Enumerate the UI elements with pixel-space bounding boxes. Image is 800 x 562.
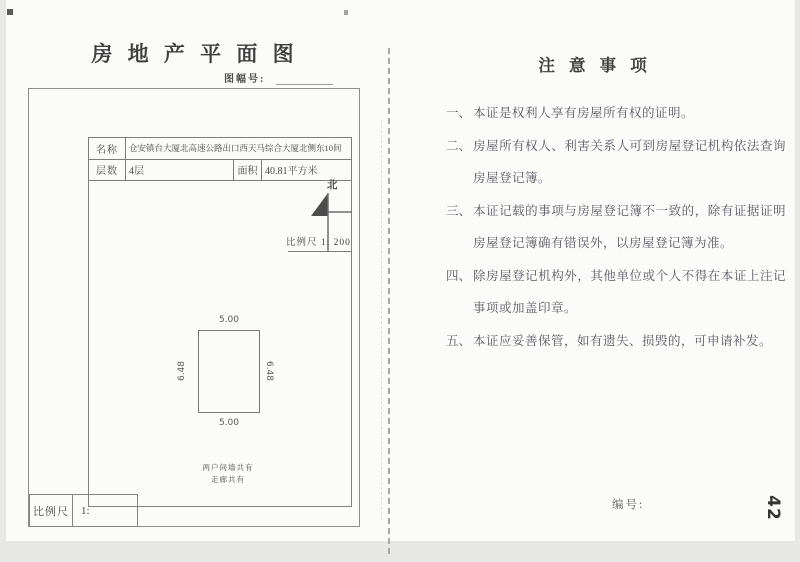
property-info-table [88, 137, 352, 181]
note-text: 本证是权利人享有房屋所有权的证明。 [473, 106, 695, 120]
table-row-name [89, 138, 351, 160]
name-value: 仓安镇台大厦北高速公路出口西天马综合大厦北侧东10间 [129, 143, 342, 154]
room-outline [198, 330, 260, 413]
note-item-1 [446, 97, 786, 130]
note-number: 一、 [446, 106, 472, 120]
plan-title: 房 地 产 平 面 图 [91, 42, 299, 66]
note-item-2 [446, 130, 786, 195]
note-item-4 [446, 260, 786, 325]
dimension-bottom: 5.00 [218, 418, 240, 428]
map-sheet-number-label: 图幅号: [224, 74, 266, 85]
floors-label: 层数 [89, 160, 126, 181]
note-number: 五、 [446, 333, 472, 348]
page-edge-artifact [381, 120, 382, 520]
drawing-scale-text: 比例尺 1: 200 [286, 238, 351, 248]
drawing-scale-underline [288, 251, 352, 252]
area-label: 面积 [234, 160, 262, 181]
scale-box-value: 1: [81, 504, 90, 517]
note-item-3 [446, 195, 786, 260]
binding-perforation [388, 48, 390, 554]
note-number: 三、 [446, 203, 472, 218]
note-text: 本证记载的事项与房屋登记簿不一致的，除有证据证明房屋登记簿确有错误外，以房屋登记簿为准。 [473, 203, 786, 250]
notes-heading: 注 意 事 项 [538, 56, 652, 75]
note-text: 本证应妥善保管，如有遗失、损毁的，可申请补发。 [473, 333, 773, 348]
scan-registration-mark [7, 9, 13, 15]
dimension-right: 6.48 [264, 360, 274, 382]
serial-number-label: 编号: [612, 499, 645, 511]
page-number: 42 [763, 495, 783, 521]
table-row-floors-area [89, 160, 351, 181]
scale-box [29, 494, 138, 527]
scan-registration-mark [344, 10, 348, 15]
note-item-5 [446, 325, 786, 358]
scale-box-label: 比例尺 [30, 495, 73, 526]
shared-wall-note-line1: 两户间墙共有 [202, 463, 254, 472]
note-text: 除房屋登记机构外，其他单位或个人不得在本证上注记事项或加盖印章。 [473, 268, 786, 315]
note-text: 房屋所有权人、利害关系人可到房屋登记机构依法查询房屋登记簿。 [473, 138, 786, 185]
dimension-top: 5.00 [218, 315, 240, 325]
area-value: 40.81平方米 [265, 166, 318, 178]
note-number: 四、 [446, 268, 472, 283]
shared-wall-note [148, 462, 308, 486]
notes-list [446, 97, 786, 357]
dimension-left: 6.48 [177, 360, 187, 382]
floors-value: 4层 [126, 160, 234, 181]
shared-wall-note-line2: 走廊共有 [211, 475, 245, 484]
name-label: 名称 [89, 138, 126, 159]
note-number: 二、 [446, 138, 472, 153]
map-sheet-number-blank-line [276, 84, 333, 85]
north-label: 北 [327, 180, 338, 191]
